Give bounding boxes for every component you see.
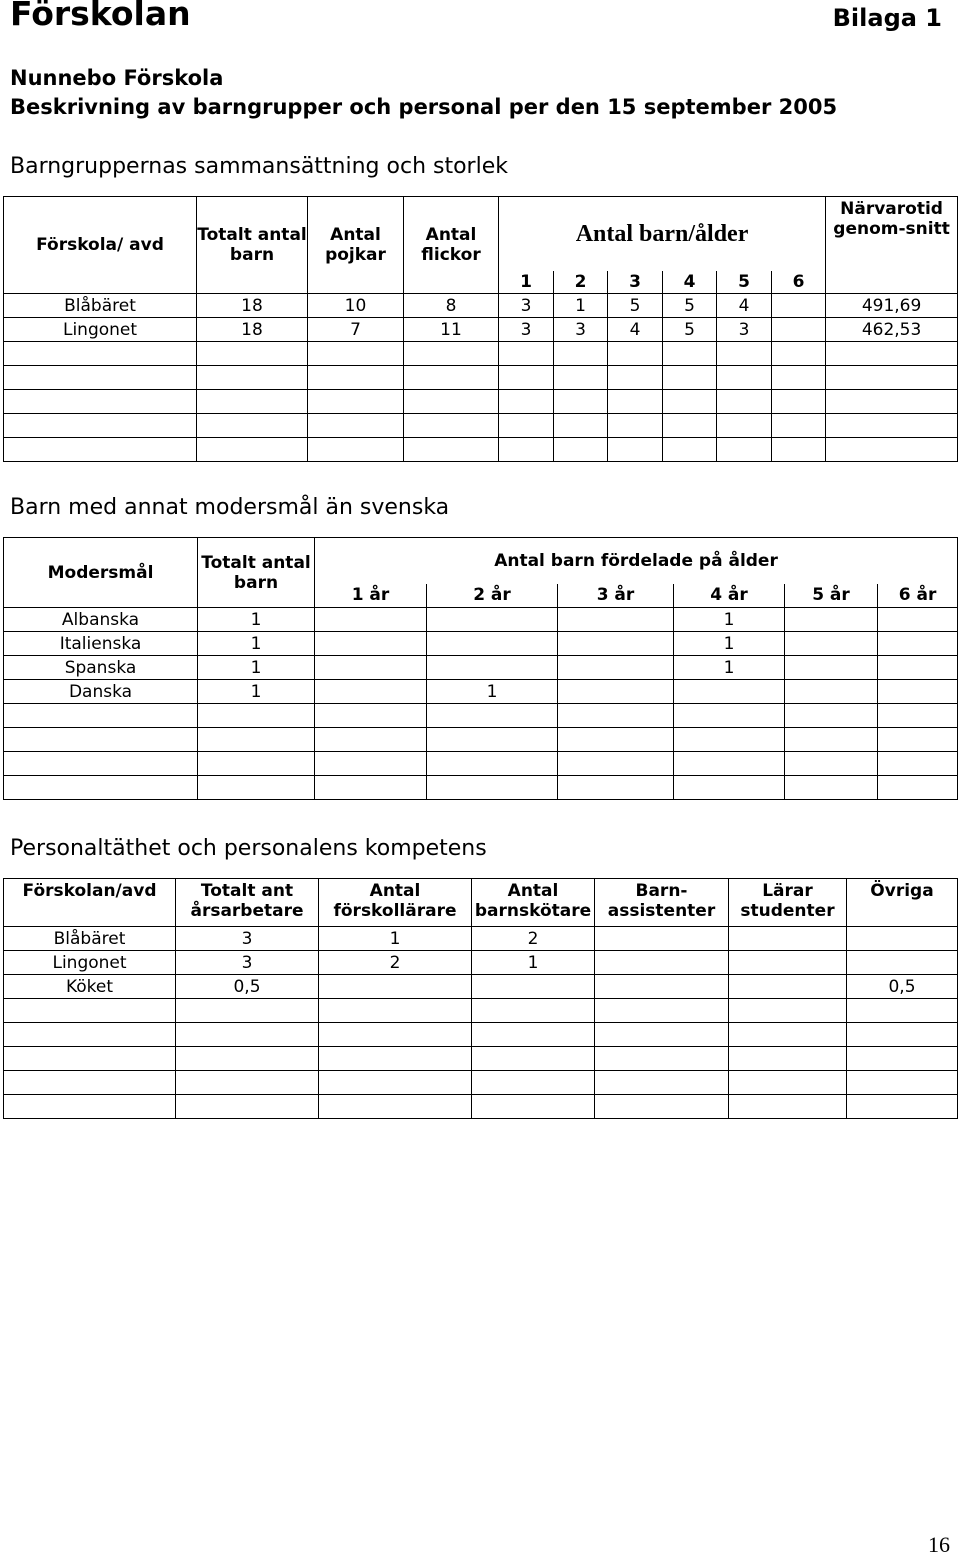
cell-age: 1 <box>674 608 785 632</box>
groups-table <box>3 196 958 462</box>
header-age: 6 år <box>878 584 958 608</box>
table-row <box>4 927 958 951</box>
header-age: 1 <box>499 271 554 294</box>
header-total: Totalt antal barn <box>197 197 308 294</box>
cell-total: 18 <box>197 318 308 342</box>
empty-row <box>4 1071 958 1095</box>
empty-row <box>4 438 958 462</box>
cell-age: 3 <box>717 318 772 342</box>
cell-boys: 7 <box>308 318 404 342</box>
cell-total: 1 <box>198 632 315 656</box>
cell-value: 2 <box>472 927 595 951</box>
cell-unit: Lingonet <box>4 318 197 342</box>
empty-row <box>4 1047 958 1071</box>
header-attendance: Närvarotid genom-snitt <box>826 197 958 294</box>
cell-value <box>847 927 958 951</box>
cell-value: 1 <box>472 951 595 975</box>
empty-row <box>4 366 958 390</box>
cell-value <box>595 951 729 975</box>
empty-row <box>4 1023 958 1047</box>
cell-unit: Blåbäret <box>4 927 176 951</box>
table-row <box>4 951 958 975</box>
cell-value <box>595 975 729 999</box>
cell-language: Spanska <box>4 656 198 680</box>
cell-language: Italienska <box>4 632 198 656</box>
cell-age: 3 <box>499 294 554 318</box>
table-row <box>4 680 958 704</box>
table-row <box>4 318 958 342</box>
cell-age <box>315 680 427 704</box>
header-total: Totalt antal barn <box>198 538 315 608</box>
table-row <box>4 656 958 680</box>
cell-age <box>427 608 558 632</box>
header-boys: Antal pojkar <box>308 197 404 294</box>
header-age: 3 <box>608 271 663 294</box>
cell-value <box>729 951 847 975</box>
cell-girls: 11 <box>404 318 499 342</box>
cell-age: 4 <box>717 294 772 318</box>
cell-age <box>674 680 785 704</box>
cell-value <box>729 927 847 951</box>
cell-language: Albanska <box>4 608 198 632</box>
cell-age <box>427 632 558 656</box>
cell-total: 1 <box>198 656 315 680</box>
languages-section-title: Barn med annat modersmål än svenska <box>10 495 450 520</box>
cell-age <box>315 632 427 656</box>
header-age-group: Antal barn/ålder <box>499 197 826 271</box>
cell-value: 1 <box>319 927 472 951</box>
cell-age: 3 <box>499 318 554 342</box>
cell-age: 3 <box>554 318 608 342</box>
table-row <box>4 294 958 318</box>
groups-section-title: Barngruppernas sammansättning och storlek <box>10 154 508 179</box>
staff-section-title: Personaltäthet och personalens kompetens <box>10 836 487 861</box>
header-childminders: Antal barnskötare <box>472 879 595 927</box>
cell-language: Danska <box>4 680 198 704</box>
languages-table <box>3 537 958 800</box>
cell-age <box>315 656 427 680</box>
header-age: 2 <box>554 271 608 294</box>
table-row <box>4 632 958 656</box>
cell-age: 1 <box>427 680 558 704</box>
cell-age <box>772 318 826 342</box>
school-name: Nunnebo Förskola <box>10 66 224 90</box>
cell-age <box>878 656 958 680</box>
header-age: 4 <box>663 271 717 294</box>
header-assistants: Barn-assistenter <box>595 879 729 927</box>
table-row <box>4 608 958 632</box>
header-unit: Förskolan/avd <box>4 879 176 927</box>
empty-row <box>4 414 958 438</box>
header-other: Övriga <box>847 879 958 927</box>
document-title: Förskolan <box>10 0 191 33</box>
cell-value <box>595 927 729 951</box>
empty-row <box>4 390 958 414</box>
cell-age: 1 <box>674 656 785 680</box>
empty-row <box>4 999 958 1023</box>
cell-girls: 8 <box>404 294 499 318</box>
cell-age <box>785 632 878 656</box>
cell-value: 0,5 <box>176 975 319 999</box>
document-description: Beskrivning av barngrupper och personal per den 15 september 2005 <box>10 95 838 119</box>
empty-row <box>4 752 958 776</box>
empty-row <box>4 342 958 366</box>
cell-value <box>319 975 472 999</box>
cell-value: 3 <box>176 927 319 951</box>
cell-value: 3 <box>176 951 319 975</box>
header-age: 3 år <box>558 584 674 608</box>
staff-table <box>3 878 958 1119</box>
cell-age <box>558 656 674 680</box>
cell-age <box>878 632 958 656</box>
header-unit: Förskola/ avd <box>4 197 197 294</box>
empty-row <box>4 728 958 752</box>
cell-value <box>472 975 595 999</box>
cell-age: 5 <box>608 294 663 318</box>
cell-unit: Lingonet <box>4 951 176 975</box>
cell-age <box>785 656 878 680</box>
header-total-staff: Totalt ant årsarbetare <box>176 879 319 927</box>
header-age: 1 år <box>315 584 427 608</box>
header-age: 6 <box>772 271 826 294</box>
cell-age: 1 <box>674 632 785 656</box>
cell-total: 18 <box>197 294 308 318</box>
header-age: 5 <box>717 271 772 294</box>
cell-age <box>558 632 674 656</box>
appendix-label: Bilaga 1 <box>832 4 942 32</box>
cell-attendance: 462,53 <box>826 318 958 342</box>
cell-age <box>878 608 958 632</box>
header-girls: Antal flickor <box>404 197 499 294</box>
empty-row <box>4 776 958 800</box>
cell-age: 1 <box>554 294 608 318</box>
header-age: 2 år <box>427 584 558 608</box>
cell-unit: Blåbäret <box>4 294 197 318</box>
cell-boys: 10 <box>308 294 404 318</box>
header-preschool-teachers: Antal förskollärare <box>319 879 472 927</box>
cell-age: 5 <box>663 294 717 318</box>
empty-row <box>4 704 958 728</box>
cell-age: 4 <box>608 318 663 342</box>
cell-value: 0,5 <box>847 975 958 999</box>
cell-unit: Köket <box>4 975 176 999</box>
table-row <box>4 975 958 999</box>
header-age: 5 år <box>785 584 878 608</box>
cell-age <box>558 680 674 704</box>
cell-age: 5 <box>663 318 717 342</box>
cell-age <box>785 608 878 632</box>
cell-age <box>558 608 674 632</box>
cell-age <box>878 680 958 704</box>
empty-row <box>4 1095 958 1119</box>
page-number: 16 <box>928 1532 950 1557</box>
cell-value <box>847 951 958 975</box>
cell-age <box>785 680 878 704</box>
cell-attendance: 491,69 <box>826 294 958 318</box>
header-age: 4 år <box>674 584 785 608</box>
header-language: Modersmål <box>4 538 198 608</box>
cell-age <box>427 656 558 680</box>
header-student-teachers: Lärar studenter <box>729 879 847 927</box>
cell-value <box>729 975 847 999</box>
cell-value: 2 <box>319 951 472 975</box>
cell-total: 1 <box>198 608 315 632</box>
header-age-group: Antal barn fördelade på ålder <box>315 538 958 584</box>
cell-age <box>772 294 826 318</box>
cell-age <box>315 608 427 632</box>
cell-total: 1 <box>198 680 315 704</box>
